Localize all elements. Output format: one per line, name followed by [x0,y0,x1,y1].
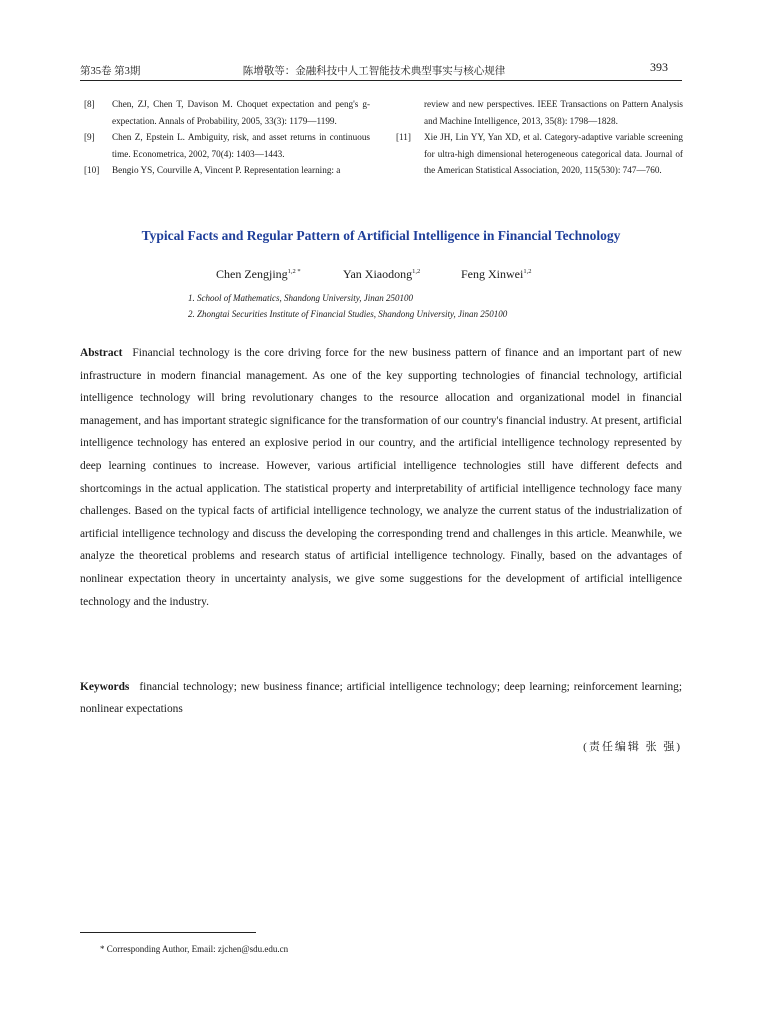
volume-issue: 第35卷 第3期 [80,66,141,77]
keywords [80,676,682,720]
affiliation: 2. Zhongtai Securities Institute of Financial Studies, Shandong University, Jinan 250100 [188,309,508,319]
running-title: 陈增敬等：金融科技中人工智能技术典型事实与核心规律 [242,66,506,77]
abstract [80,342,682,613]
reference-text: Xie JH, Lin YY, Yan XD, et al. Category-adaptive variable screening for ultra-high dimensional heterogeneous categorical data. Journal of the American Statistical Association, 2020, 115(530): 747—760. [424,132,683,175]
reference-continuation [396,96,683,129]
author-name: Yan Xiaodong [343,267,413,281]
affiliation: 1. School of Mathematics, Shandong University, Jinan 250100 [188,293,413,303]
header-rule [80,80,682,81]
references-right-column [396,96,683,179]
reference-item [396,129,683,179]
english-title: Typical Facts and Regular Pattern of Artificial Intelligence in Financial Technology [141,228,621,243]
reference-number: [10] [84,165,100,175]
page-number: 393 [650,60,668,74]
author-affil-mark: 1,2 * [287,268,301,275]
reference-text: Chen, ZJ, Chen T, Davison M. Choquet expectation and peng's g-expectation. Annals of Probability, 2005, 33(3): 1179—1199. [112,99,370,126]
abstract-label: Abstract [80,347,123,359]
affiliations [188,290,507,322]
author [216,267,301,282]
reference-item [84,129,370,162]
reference-text: Chen Z, Epstein L. Ambiguity, risk, and asset returns in continuous time. Econometrica, 2002, 70(4): 1403—1443. [112,132,370,159]
footnote: * Corresponding Author, Email: zjchen@sdu.edu.cn [100,944,289,954]
reference-number: [9] [84,132,95,142]
author-name: Feng Xinwei [461,267,524,281]
keywords-text: financial technology; new business finance; artificial intelligence technology; deep learning; reinforcement learning; nonlinear expectations [80,681,682,715]
author-affil-mark: 1,2 [523,268,532,275]
footnote-rule [80,932,256,933]
reference-text: Bengio YS, Courville A, Vincent P. Representation learning: a [112,165,341,175]
author-affil-mark: 1,2 [412,268,421,275]
author-name: Chen Zengjing [216,267,288,281]
author [461,267,531,282]
running-header [80,60,668,76]
author [343,267,420,282]
abstract-text: Financial technology is the core driving force for the new business pattern of finance and an important part of new infrastructure in modern financial management. As one of the key supporting technologies of financial technology, artificial intelligence technology will bring revolutionary changes to the resource allocation and organizational model in financial management, and has important strategic significance for the transformation of our country's financial industry. At present, artificial intelligence technology has entered an explosive period in our country, and the artificial intelligence technology represented by deep learning continues to increase. However, various artificial intelligence technologies still have different defects and shortcomings in the actual application. The statistical property and interpretability of artificial intelligence technology face many challenges. Based on the typical facts of artificial intelligence technology, we analyze the current status of the industrialization of artificial intelligence technology and discuss the developing the corresponding trend and challenges in this article. Meanwhile, we analyze the theoretical problems and research status of artificial intelligence technology. Finally, based on the advantages of nonlinear expectation theory in uncertainty analysis, we give some suggestions for the development of artificial intelligence technology and the industry. [80,347,682,608]
reference-number: [11] [396,132,411,142]
references-left-column [84,96,370,179]
reference-item [84,96,370,129]
reference-text: review and new perspectives. IEEE Transactions on Pattern Analysis and Machine Intelligence, 2013, 35(8): 1798—1828. [424,99,683,126]
keywords-label: Keywords [80,681,130,693]
editor-note: (责任编辑 张 强) [583,741,682,753]
reference-number: [8] [84,99,95,109]
reference-item [84,162,370,179]
